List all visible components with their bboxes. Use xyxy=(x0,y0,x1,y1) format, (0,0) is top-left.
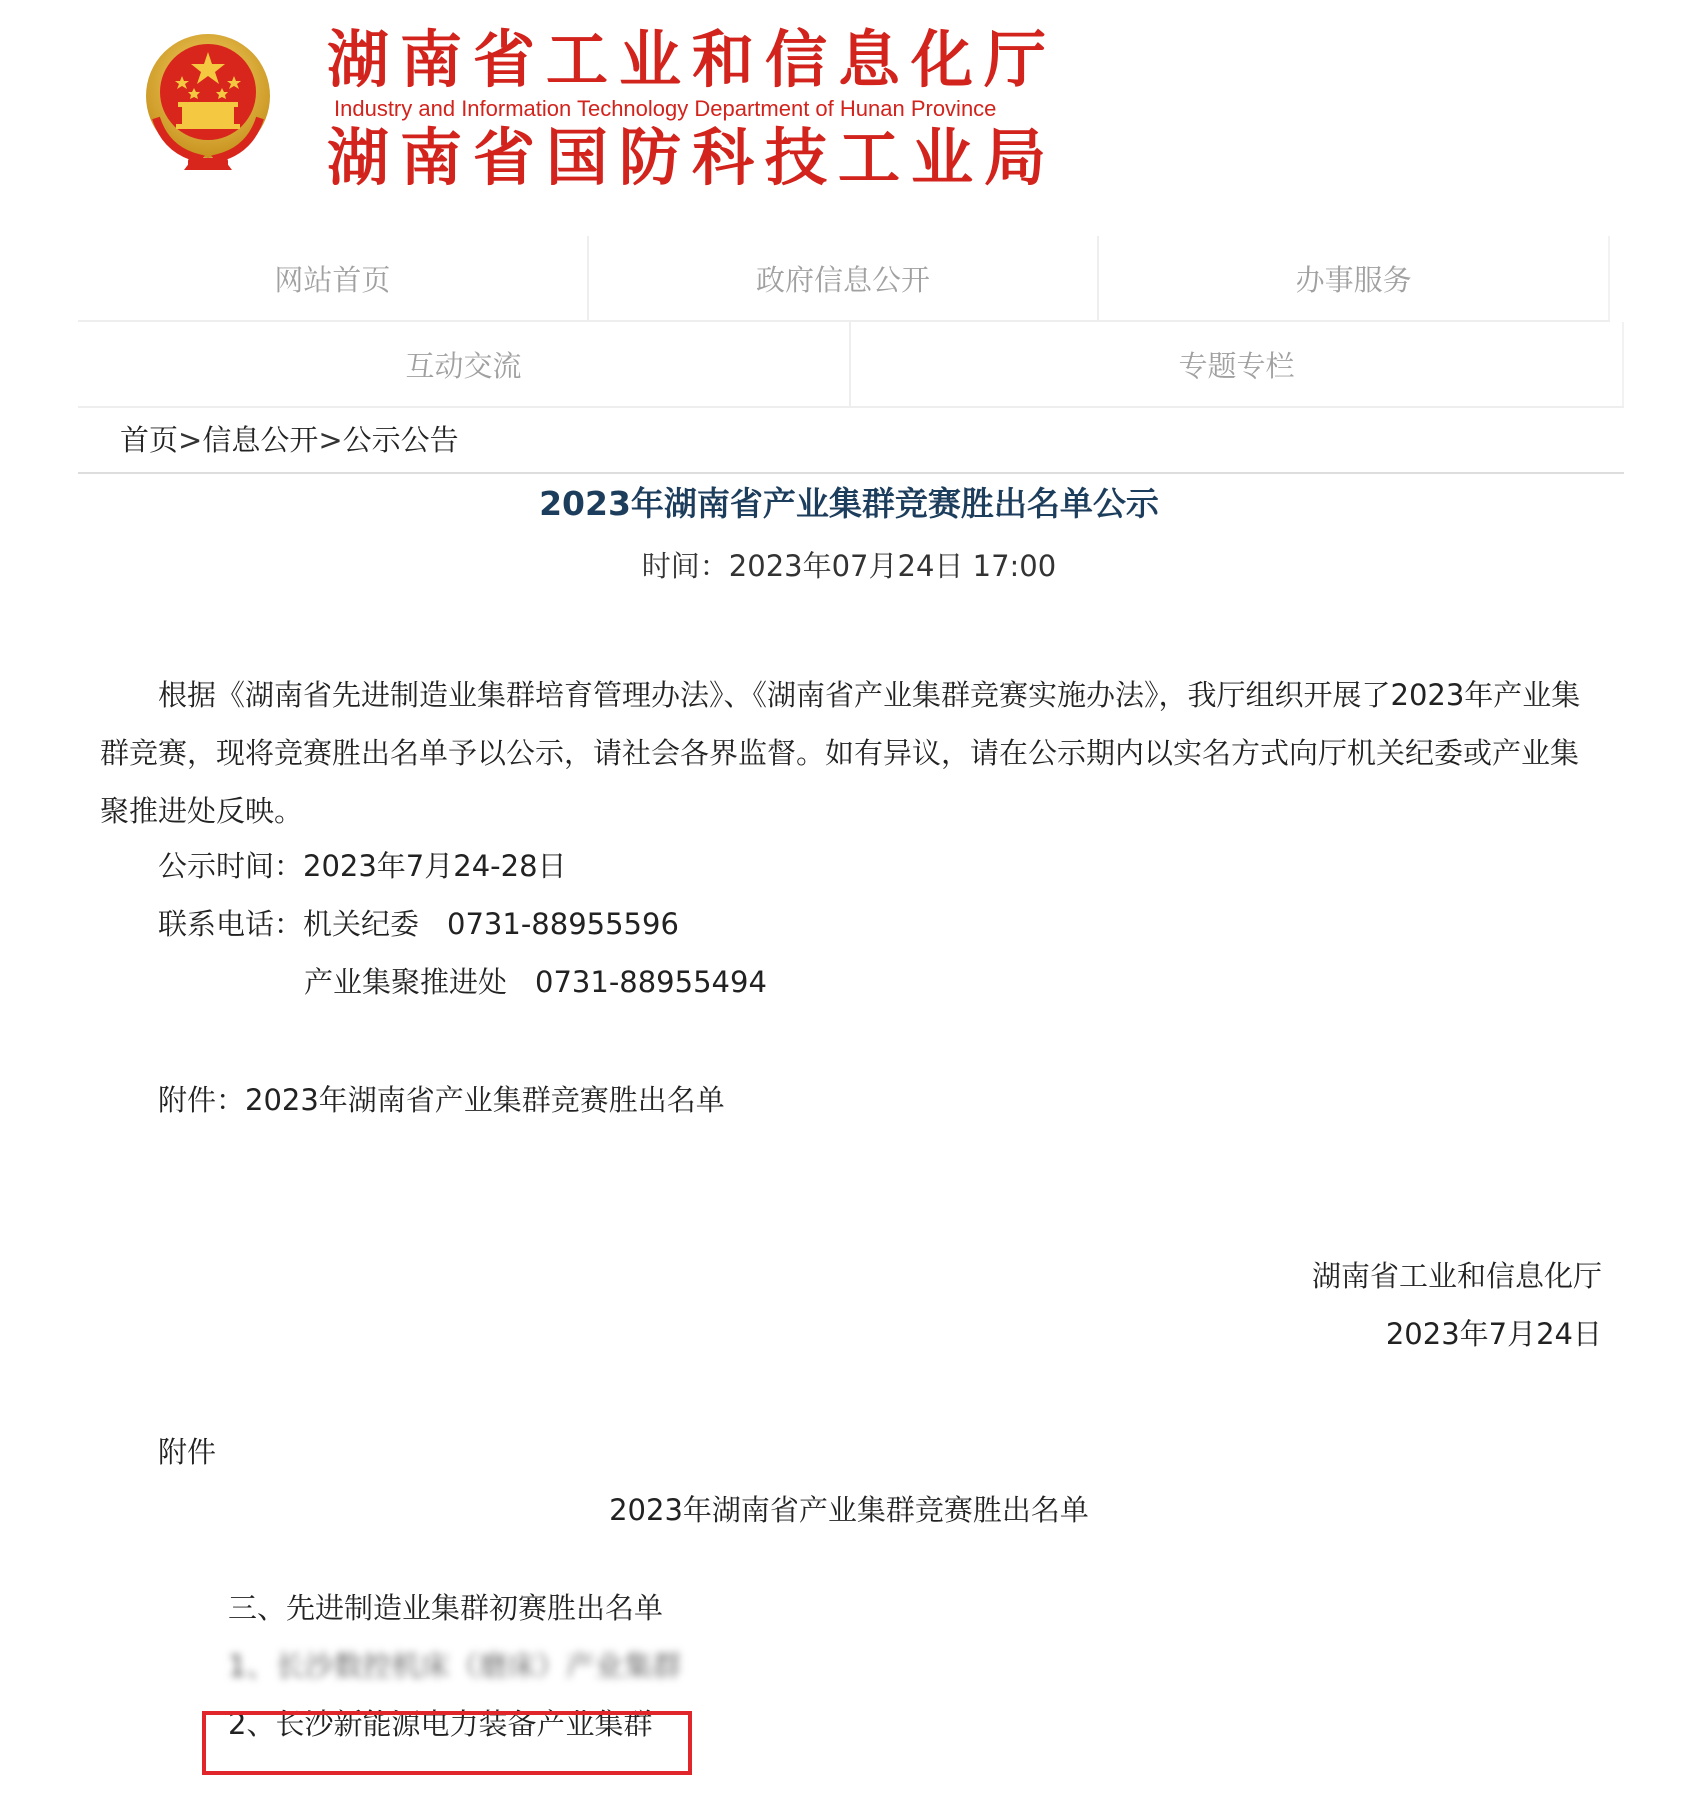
contact-line-1 xyxy=(158,904,679,944)
attachment-title: 2023年湖南省产业集群竞赛胜出名单 xyxy=(609,1493,1089,1527)
contact-1-phone: 0731-88955596 xyxy=(447,907,679,941)
contact-1-name: 机关纪委 xyxy=(303,907,420,941)
list-item-2: 2、长沙新能源电力装备产业集群 xyxy=(228,1707,653,1741)
article-timestamp: 时间：2023年07月24日 17:00 xyxy=(641,549,1057,583)
article-paragraph: 根据《湖南省先进制造业集群培育管理办法》、《湖南省产业集群竞赛实施办法》，我厅组织开展了2023年产业集群竞赛，现将竞赛胜出名单予以公示，请社会各界监督。如有异议，请在公示期内以实名方式向厅机关纪委或产业集聚推进处反映。 xyxy=(100,678,1581,828)
contact-line-2 xyxy=(304,962,767,1002)
site-title-english: Industry and Information Technology Department of Hunan Province xyxy=(334,96,997,121)
nav-item-interaction[interactable]: 互动交流 xyxy=(78,322,851,406)
nav-item-special-topics[interactable]: 专题专栏 xyxy=(851,322,1624,406)
section-heading: 三、先进制造业集群初赛胜出名单 xyxy=(228,1591,664,1625)
highlight-box xyxy=(202,1711,692,1775)
signature-date: 2023年7月24日 xyxy=(1385,1317,1602,1351)
breadcrumb-separator: > xyxy=(178,423,203,457)
breadcrumb-divider xyxy=(78,472,1624,474)
main-nav-row-2 xyxy=(78,322,1624,408)
contact-label: 联系电话： xyxy=(158,907,304,941)
breadcrumb-home[interactable]: 首页 xyxy=(120,423,179,457)
attachment-link[interactable]: 附件：2023年湖南省产业集群竞赛胜出名单 xyxy=(158,1083,725,1117)
nav-item-home[interactable]: 网站首页 xyxy=(78,236,589,320)
site-title-secondary: 湖南省国防科技工业局 xyxy=(327,121,1058,194)
article-title: 2023年湖南省产业集群竞赛胜出名单公示 xyxy=(539,484,1159,523)
main-nav-row-1 xyxy=(78,236,1610,322)
attachment-heading: 附件 xyxy=(158,1435,217,1469)
contact-2-name: 产业集聚推进处 xyxy=(304,965,508,999)
breadcrumb-info-public[interactable]: 信息公开 xyxy=(202,423,319,457)
list-item-1: 1、长沙数控机床（磨床）产业集群 xyxy=(228,1649,682,1683)
national-emblem-icon xyxy=(142,30,274,172)
nav-item-services[interactable]: 办事服务 xyxy=(1099,236,1610,320)
breadcrumb-separator: > xyxy=(318,423,343,457)
nav-item-government-info[interactable]: 政府信息公开 xyxy=(589,236,1100,320)
site-title-primary: 湖南省工业和信息化厅 xyxy=(327,23,1058,96)
notice-period: 公示时间：2023年7月24-28日 xyxy=(158,849,567,883)
breadcrumb xyxy=(120,420,459,460)
signature-org: 湖南省工业和信息化厅 xyxy=(1311,1259,1602,1293)
contact-2-phone: 0731-88955494 xyxy=(535,965,767,999)
breadcrumb-notices[interactable]: 公示公告 xyxy=(342,423,459,457)
